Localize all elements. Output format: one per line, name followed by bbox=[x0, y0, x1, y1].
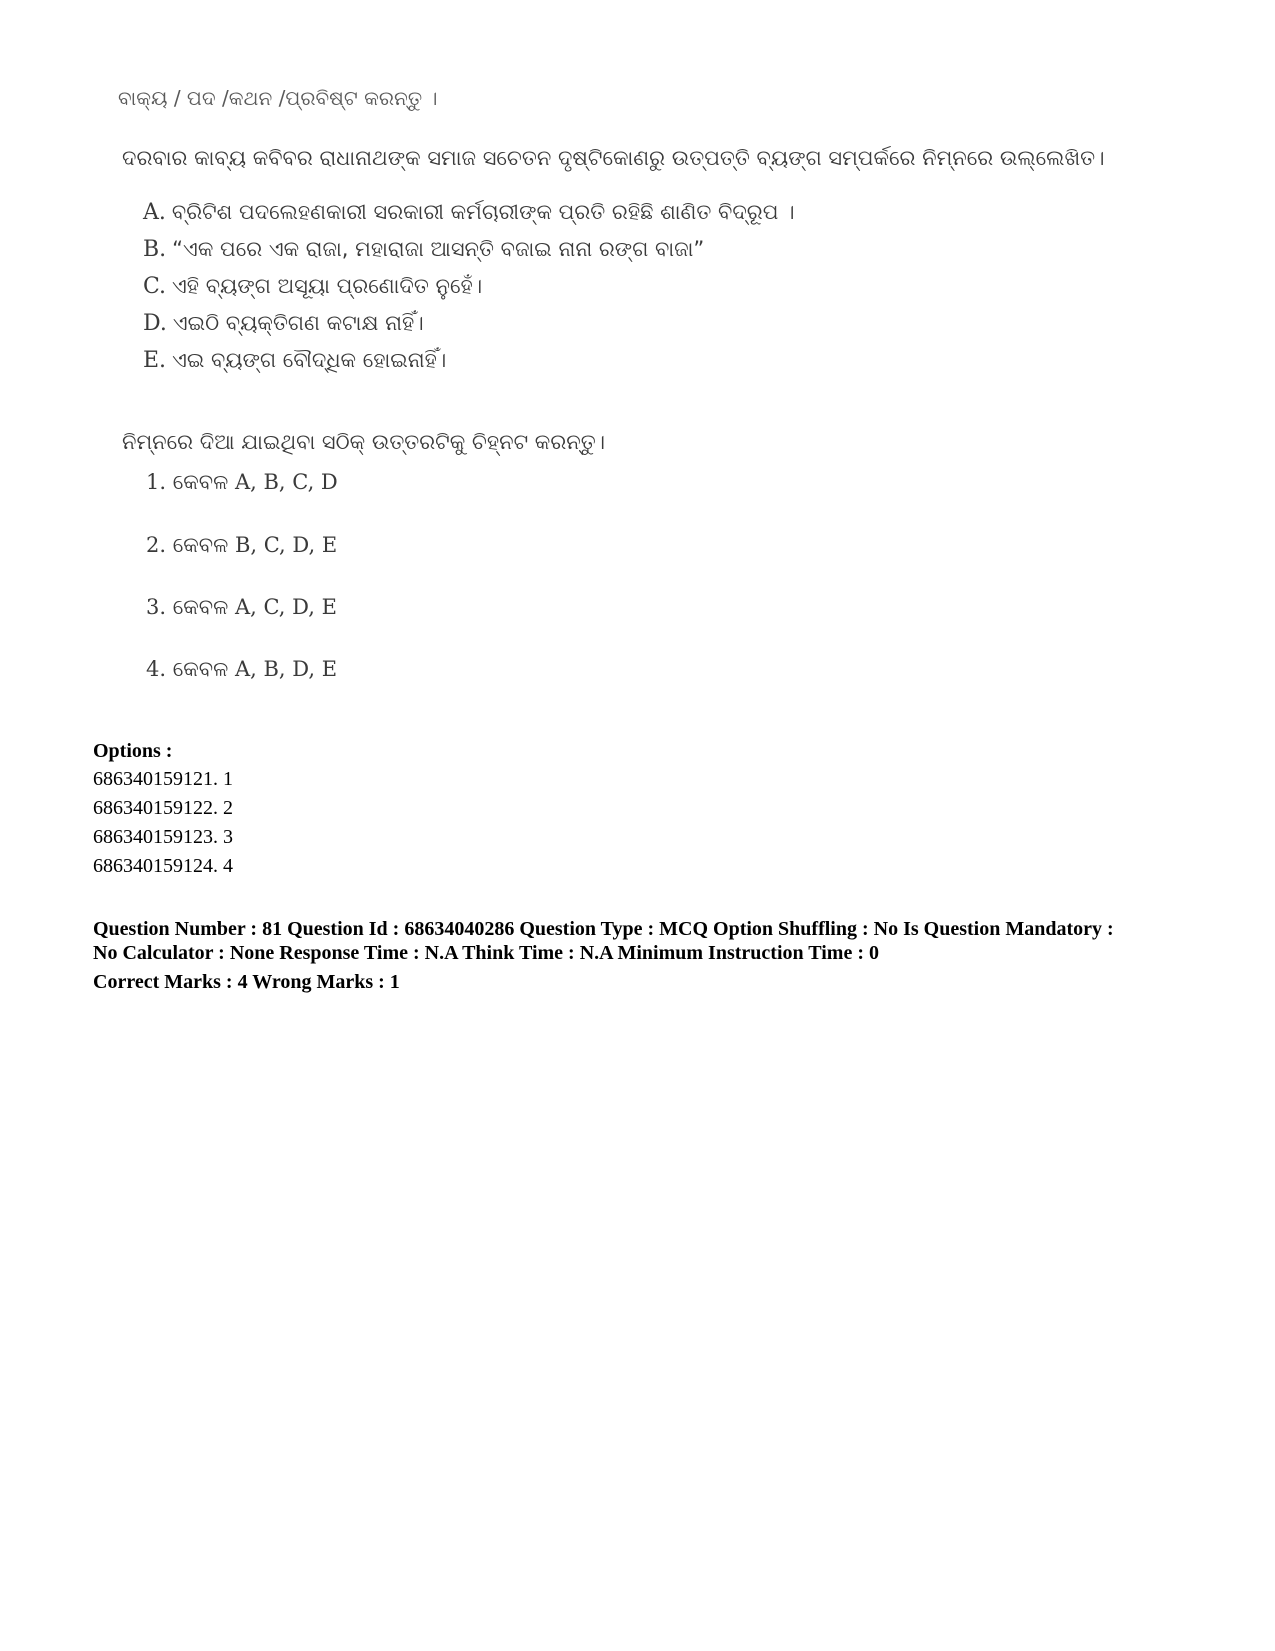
option-item-2: 686340159122. 2 bbox=[93, 797, 233, 819]
choice-number: 3. bbox=[146, 595, 167, 619]
choice-word: କେବଳ bbox=[172, 470, 229, 494]
statement-label: A. bbox=[143, 200, 166, 225]
statement-text: ଏଇ ବ୍ୟଙ୍ଗ ବୌଦ୍ଧିକ ହୋଇନାହିଁ। bbox=[172, 348, 447, 372]
question-stem: ଦରବାର କାବ୍ୟ କବିବର ରାଧାନାଥଙ୍କ ସମାଜ ସଚେତନ ଦୃଷ୍ଟିକୋଣରୁ ଉତ୍ପତ୍ତି ବ୍ୟଙ୍ଗ ସମ୍ପର୍କରେ ନିମ୍ନରେ ଉଲ୍ଲେଖିତ। bbox=[122, 146, 1105, 170]
choice-number: 1. bbox=[146, 470, 167, 494]
choice-1 bbox=[146, 470, 338, 495]
option-item-4: 686340159124. 4 bbox=[93, 855, 233, 877]
statement-a bbox=[143, 200, 795, 225]
question-meta-line-1: Question Number : 81 Question Id : 68634040286 Question Type : MCQ Option Shuffling : No Is Question Mandatory : bbox=[93, 918, 1114, 940]
choice-number: 4. bbox=[146, 657, 167, 681]
option-item-1: 686340159121. 1 bbox=[93, 768, 233, 790]
choice-word: କେବଳ bbox=[172, 595, 229, 619]
choice-letters: A, B, D, E bbox=[234, 657, 338, 681]
choice-letters: A, C, D, E bbox=[234, 595, 337, 619]
question-meta-line-2: No Calculator : None Response Time : N.A Think Time : N.A Minimum Instruction Time : 0 bbox=[93, 942, 879, 964]
statement-e bbox=[143, 348, 446, 373]
choice-number: 2. bbox=[146, 533, 167, 557]
choice-4 bbox=[146, 657, 337, 682]
statement-b bbox=[143, 237, 704, 262]
choice-word: କେବଳ bbox=[172, 533, 229, 557]
question-meta-line-3: Correct Marks : 4 Wrong Marks : 1 bbox=[93, 971, 400, 993]
question-scan-image bbox=[0, 0, 1275, 720]
statement-c bbox=[143, 274, 482, 299]
choice-2 bbox=[146, 533, 337, 558]
statement-text: ବ୍ରିଟିଶ ପଦଲେହଣକାରୀ ସରକାରୀ କର୍ମଚାରୀଙ୍କ ପ୍ରତି ରହିଛି ଶାଣିତ ବିଦ୍ରୂପ । bbox=[171, 200, 795, 224]
statement-label: B. bbox=[143, 237, 167, 262]
statement-label: D. bbox=[143, 311, 167, 336]
question-header: ବାକ୍ୟ / ପଦ /କଥନ /ପ୍ରବିଷ୍ଟ କରନ୍ତୁ । bbox=[118, 86, 438, 110]
option-item-3: 686340159123. 3 bbox=[93, 826, 233, 848]
statement-text: ଏଇଠି ବ୍ୟକ୍ତିଗଣ କଟାକ୍ଷ ନାହିଁ। bbox=[172, 311, 424, 335]
choice-3 bbox=[146, 595, 337, 620]
statement-label: C. bbox=[143, 274, 167, 299]
choice-letters: A, B, C, D bbox=[234, 470, 338, 494]
choice-letters: B, C, D, E bbox=[234, 533, 338, 557]
statement-text: “ଏକ ପରେ ଏକ ରାଜା, ମହାରାଜା ଆସନ୍ତି ବଜାଇ ନାନା ରଙ୍ଗ ବାଜା” bbox=[172, 237, 705, 261]
statement-text: ଏହି ବ୍ୟଙ୍ଗ ଅସୂୟା ପ୍ରଣୋଦିତ ନୁହେଁ। bbox=[172, 274, 483, 298]
statement-label: E. bbox=[143, 348, 167, 373]
statement-d bbox=[143, 311, 424, 336]
choice-word: କେବଳ bbox=[172, 657, 229, 681]
options-heading: Options : bbox=[93, 740, 173, 762]
question-instruction: ନିମ୍ନରେ ଦିଆ ଯାଇଥିବା ସଠିକ୍ ଉତ୍ତରଟିକୁ ଚିହ୍ନଟ କରନ୍ତୁ। bbox=[122, 430, 606, 454]
